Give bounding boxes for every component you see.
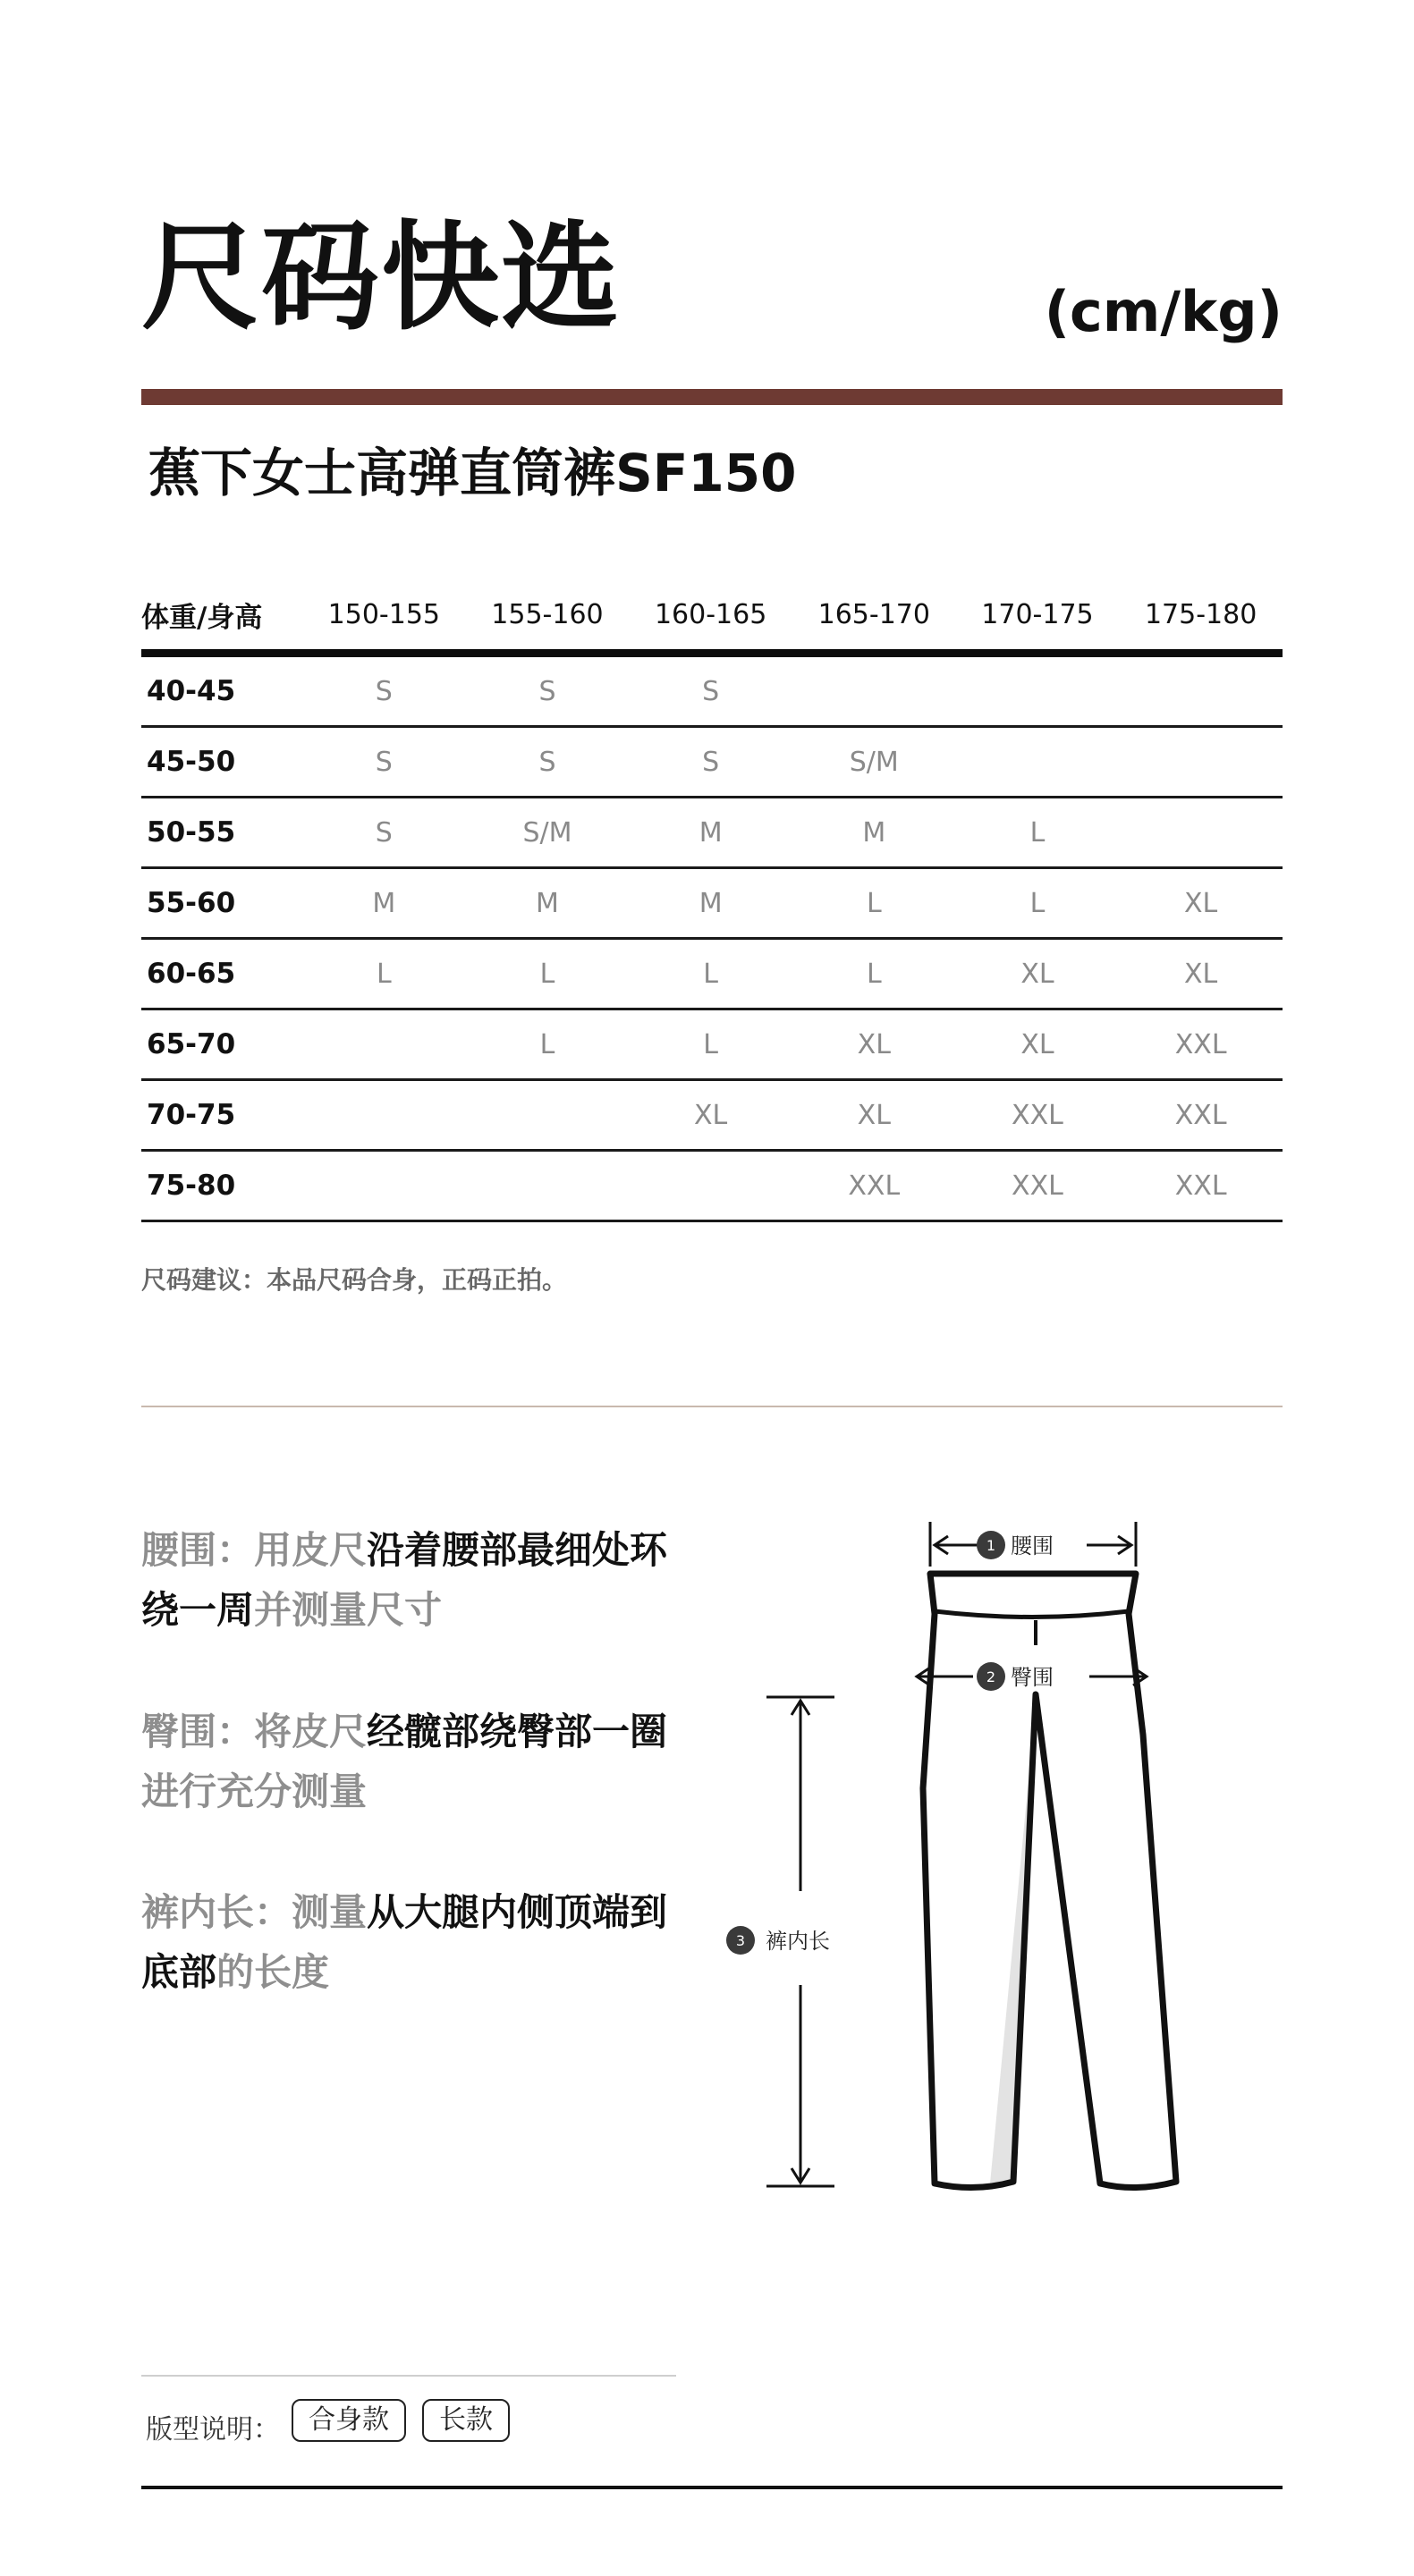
pants-diagram <box>707 1511 1207 2226</box>
size-cell: L <box>629 1009 792 1080</box>
waist-label: 腰围：用皮尺 <box>141 1528 368 1572</box>
waist-description <box>141 1520 678 1640</box>
table-row <box>141 939 1283 1009</box>
size-cell <box>956 727 1120 798</box>
weight-cell: 50-55 <box>141 798 302 868</box>
size-cell: S/M <box>466 798 630 868</box>
size-cell: XXL <box>956 1080 1120 1151</box>
size-cell <box>302 1151 466 1221</box>
size-cell: M <box>302 868 466 939</box>
size-cell <box>302 1009 466 1080</box>
table-row <box>141 1009 1283 1080</box>
size-cell: L <box>956 798 1120 868</box>
pants-shading <box>990 1694 1036 2183</box>
size-cell: M <box>629 798 792 868</box>
size-cell: XL <box>956 1009 1120 1080</box>
table-row <box>141 1080 1283 1151</box>
size-cell: XL <box>956 939 1120 1009</box>
weight-cell: 55-60 <box>141 868 302 939</box>
weight-cell: 65-70 <box>141 1009 302 1080</box>
weight-cell: 45-50 <box>141 727 302 798</box>
size-cell: XL <box>792 1009 956 1080</box>
bottom-rule <box>141 2486 1283 2489</box>
height-header: 150-155 <box>302 579 466 654</box>
size-cell: L <box>466 939 630 1009</box>
inseam-diagram-label: 裤内长 <box>766 1929 830 1954</box>
waistband-line <box>935 1611 1129 1617</box>
fit-tag: 合身款 <box>292 2399 406 2442</box>
waist-number: 1 <box>986 1537 996 1554</box>
size-cell: L <box>629 939 792 1009</box>
size-cell: S <box>629 654 792 727</box>
size-cell: XXL <box>1119 1151 1283 1221</box>
height-header: 155-160 <box>466 579 630 654</box>
size-cell <box>466 1080 630 1151</box>
hip-tail: 进行充分测量 <box>141 1769 368 1813</box>
product-name: 蕉下女士高弹直筒裤SF150 <box>148 443 797 503</box>
size-cell <box>956 654 1120 727</box>
weight-cell: 70-75 <box>141 1080 302 1151</box>
size-cell <box>1119 798 1283 868</box>
table-row <box>141 798 1283 868</box>
size-cell: XL <box>1119 939 1283 1009</box>
page-title: 尺码快选 <box>141 209 621 347</box>
size-cell: L <box>466 1009 630 1080</box>
hip-description <box>141 1702 678 1821</box>
table-row <box>141 654 1283 727</box>
waist-tail: 并测量尺寸 <box>254 1588 443 1632</box>
size-cell: S <box>302 654 466 727</box>
size-cell: L <box>956 868 1120 939</box>
accent-bar <box>141 389 1283 405</box>
size-cell <box>1119 727 1283 798</box>
size-cell <box>302 1080 466 1151</box>
size-cell: M <box>466 868 630 939</box>
size-cell: XXL <box>956 1151 1120 1221</box>
fit-tag: 长款 <box>422 2399 510 2442</box>
size-cell: L <box>792 868 956 939</box>
size-cell: S <box>466 654 630 727</box>
height-header: 160-165 <box>629 579 792 654</box>
weight-cell: 60-65 <box>141 939 302 1009</box>
size-cell <box>466 1151 630 1221</box>
height-header: 165-170 <box>792 579 956 654</box>
fit-label: 版型说明： <box>146 2414 280 2445</box>
size-cell <box>792 654 956 727</box>
size-cell: XXL <box>1119 1080 1283 1151</box>
size-cell: XL <box>629 1080 792 1151</box>
size-cell: XL <box>792 1080 956 1151</box>
inseam-number: 3 <box>735 1932 746 1949</box>
table-header-row <box>141 579 1283 654</box>
size-cell: S <box>466 727 630 798</box>
hip-text: 经髋部绕臀部一圈 <box>367 1710 668 1753</box>
weight-cell: 40-45 <box>141 654 302 727</box>
hip-diagram-label: 臀围 <box>1011 1665 1054 1690</box>
table-row <box>141 1151 1283 1221</box>
unit-label: (cm/kg) <box>1044 279 1283 344</box>
size-cell: S <box>302 727 466 798</box>
section-divider <box>141 1406 1283 1407</box>
size-cell: XXL <box>792 1151 956 1221</box>
height-header: 170-175 <box>956 579 1120 654</box>
size-table <box>141 579 1283 1222</box>
hip-label: 臀围：将皮尺 <box>141 1710 368 1753</box>
size-cell: M <box>629 868 792 939</box>
inseam-description <box>141 1882 678 2002</box>
size-cell: L <box>792 939 956 1009</box>
inseam-text: 从大腿内侧顶端到底部 <box>141 1890 668 1994</box>
size-cell: S/M <box>792 727 956 798</box>
corner-header: 体重/身高 <box>141 579 302 654</box>
size-cell: S <box>302 798 466 868</box>
size-cell: L <box>302 939 466 1009</box>
size-cell: XL <box>1119 868 1283 939</box>
size-cell: M <box>792 798 956 868</box>
hip-number: 2 <box>986 1668 996 1685</box>
waist-diagram-label: 腰围 <box>1011 1533 1054 1558</box>
size-cell: XXL <box>1119 1009 1283 1080</box>
fit-divider <box>141 2375 676 2377</box>
waist-text: 沿着腰部最细处环绕一周 <box>141 1528 668 1632</box>
size-advice: 尺码建议：本品尺码合身，正码正拍。 <box>141 1265 568 1295</box>
weight-cell: 75-80 <box>141 1151 302 1221</box>
height-header: 175-180 <box>1119 579 1283 654</box>
size-cell <box>629 1151 792 1221</box>
inseam-label: 裤内长：测量 <box>141 1890 368 1934</box>
table-row <box>141 868 1283 939</box>
table-row <box>141 727 1283 798</box>
size-cell: S <box>629 727 792 798</box>
inseam-tail: 的长度 <box>216 1950 330 1994</box>
size-cell <box>1119 654 1283 727</box>
